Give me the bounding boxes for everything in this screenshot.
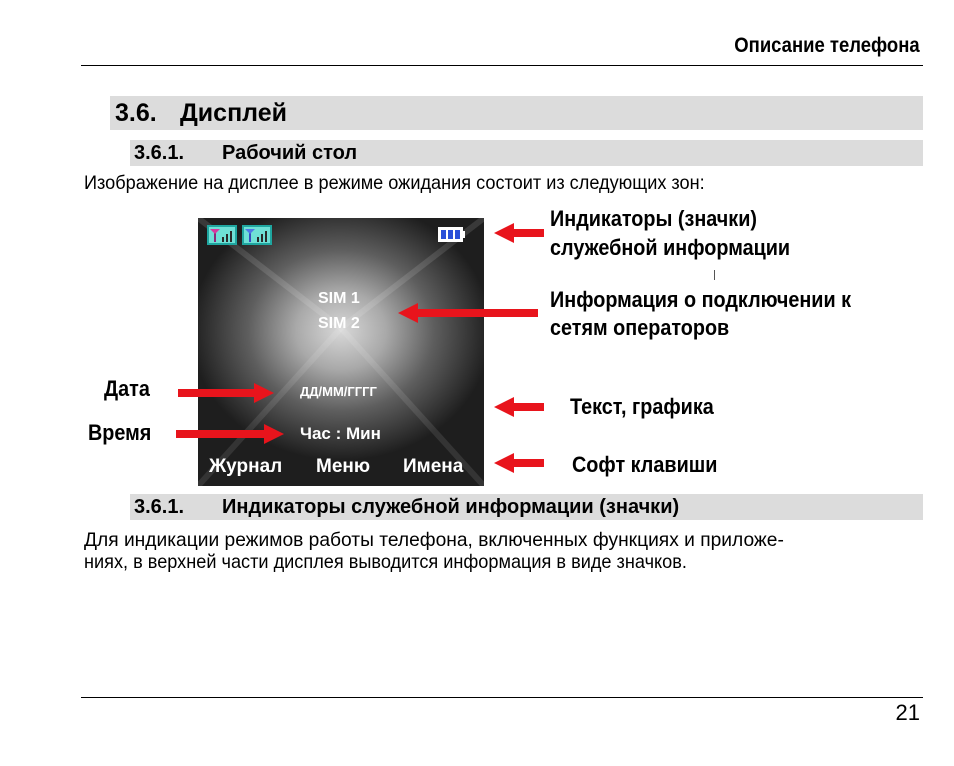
body-paragraph-line1: Для индикации режимов работы телефона, включенных функциях и приложе- (84, 529, 784, 551)
section-number: 3.6. (115, 99, 157, 127)
running-header: Описание телефона (734, 34, 920, 57)
time-display: Час : Мин (300, 424, 381, 443)
tick-mark (714, 270, 715, 280)
subsection-heading-indicators (130, 494, 923, 520)
intro-paragraph: Изображение на дисплее в режиме ожидания состоит из следующих зон: (84, 172, 705, 194)
footer-rule (81, 697, 923, 698)
sim2-operator-label: SIM 2 (318, 315, 360, 332)
callout-text-graphics: Текст, графика (570, 394, 714, 419)
callout-softkeys: Софт клавиши (572, 452, 718, 477)
subsection-number: 3.6.1. (134, 496, 185, 518)
callout-time: Время (88, 420, 152, 445)
callout-operators-line1: Информация о подключении к (550, 287, 852, 312)
subsection-title: Индикаторы служебной информации (значки) (222, 496, 680, 518)
section-heading (110, 96, 923, 130)
arrow-softkeys-icon (494, 452, 544, 474)
arrow-indicators-icon (494, 222, 544, 244)
sim1-operator-label: SIM 1 (318, 290, 360, 307)
display-rays-decoration (198, 218, 484, 486)
arrow-date-icon (178, 382, 274, 404)
subsection-title: Рабочий стол (222, 142, 358, 164)
softkey-log[interactable]: Журнал (209, 456, 283, 477)
section-title: Дисплей (180, 99, 288, 127)
callout-operators-line2: сетям операторов (550, 315, 730, 340)
sim1-signal-icon (207, 225, 237, 245)
body-paragraph-line2: ниях, в верхней части дисплея выводится информация в виде значков. (84, 551, 687, 573)
phone-display (198, 218, 484, 486)
subsection-heading-desktop (130, 140, 923, 166)
softkey-menu[interactable]: Меню (316, 456, 371, 477)
callout-indicators-line1: Индикаторы (значки) (550, 206, 757, 231)
arrow-text-graphics-icon (494, 396, 544, 418)
subsection-number: 3.6.1. (134, 142, 185, 164)
sim2-signal-icon (242, 225, 272, 245)
battery-icon (438, 227, 466, 242)
callout-indicators-line2: служебной информации (550, 235, 791, 260)
softkey-names[interactable]: Имена (403, 456, 464, 477)
page-number: 21 (895, 700, 920, 725)
callout-date: Дата (104, 376, 150, 401)
arrow-operators-icon (398, 302, 538, 324)
date-display: ДД/ММ/ГГГГ (300, 384, 377, 399)
header-rule (81, 65, 923, 66)
arrow-time-icon (176, 423, 284, 445)
